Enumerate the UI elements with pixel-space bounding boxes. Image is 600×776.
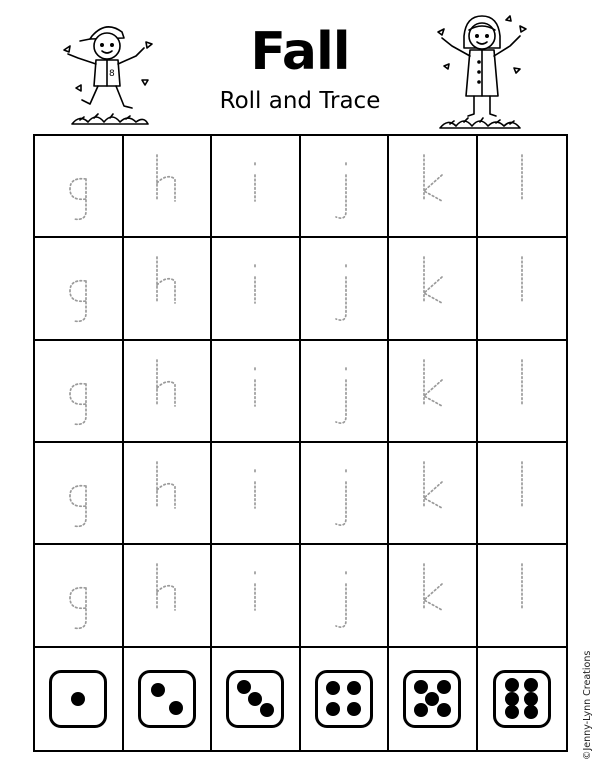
trace-cell-j xyxy=(301,341,390,443)
die-pip xyxy=(414,703,428,717)
svg-text:8: 8 xyxy=(109,69,115,79)
girl-illustration xyxy=(430,8,530,130)
traceable-letter-j xyxy=(324,354,364,428)
traceable-letter-k xyxy=(412,456,452,530)
page-title: Fall xyxy=(250,22,350,82)
trace-cell-i xyxy=(212,443,301,545)
traceable-letter-k xyxy=(412,149,452,223)
traceable-letter-l xyxy=(502,456,542,530)
dice-cell xyxy=(389,648,478,750)
traceable-letter-h xyxy=(147,456,187,530)
traceable-letter-i xyxy=(235,354,275,428)
traceable-letter-i xyxy=(235,558,275,632)
trace-cell-j xyxy=(301,136,390,238)
traceable-letter-i xyxy=(235,251,275,325)
traceable-letter-h xyxy=(147,354,187,428)
die-pip xyxy=(524,692,538,706)
trace-cell-k xyxy=(389,238,478,340)
die-face-1 xyxy=(49,670,107,728)
die-pip xyxy=(524,678,538,692)
trace-cell-i xyxy=(212,341,301,443)
die-pip xyxy=(505,678,519,692)
trace-cell-g xyxy=(35,545,124,647)
dice-cell xyxy=(478,648,567,750)
dice-cell xyxy=(212,648,301,750)
die-pip xyxy=(248,692,262,706)
trace-cell-g xyxy=(35,443,124,545)
die-pip xyxy=(260,703,274,717)
trace-cell-l xyxy=(478,341,567,443)
trace-cell-l xyxy=(478,443,567,545)
die-face-6 xyxy=(493,670,551,728)
dice-cell xyxy=(35,648,124,750)
die-pip xyxy=(437,680,451,694)
traceable-letter-g xyxy=(58,456,98,530)
traceable-letter-l xyxy=(502,251,542,325)
traceable-letter-g xyxy=(58,354,98,428)
die-face-2 xyxy=(138,670,196,728)
traceable-letter-k xyxy=(412,251,452,325)
die-face-5 xyxy=(403,670,461,728)
die-pip xyxy=(151,683,165,697)
trace-cell-i xyxy=(212,238,301,340)
traceable-letter-g xyxy=(58,149,98,223)
die-pip xyxy=(71,692,85,706)
trace-cell-h xyxy=(124,136,213,238)
trace-cell-i xyxy=(212,545,301,647)
traceable-letter-j xyxy=(324,149,364,223)
dice-cell xyxy=(301,648,390,750)
die-pip xyxy=(425,692,439,706)
traceable-letter-l xyxy=(502,354,542,428)
die-pip xyxy=(237,680,251,694)
trace-cell-j xyxy=(301,545,390,647)
traceable-letter-l xyxy=(502,149,542,223)
trace-cell-l xyxy=(478,238,567,340)
trace-cell-k xyxy=(389,545,478,647)
die-face-3 xyxy=(226,670,284,728)
trace-cell-h xyxy=(124,545,213,647)
die-pip xyxy=(326,681,340,695)
trace-cell-h xyxy=(124,341,213,443)
traceable-letter-g xyxy=(58,558,98,632)
die-pip xyxy=(505,705,519,719)
traceable-letter-l xyxy=(502,558,542,632)
die-face-4 xyxy=(315,670,373,728)
trace-cell-l xyxy=(478,136,567,238)
die-pip xyxy=(524,705,538,719)
traceable-letter-h xyxy=(147,558,187,632)
die-pip xyxy=(347,681,361,695)
trace-cell-j xyxy=(301,238,390,340)
die-pip xyxy=(414,680,428,694)
traceable-letter-h xyxy=(147,149,187,223)
roll-and-trace-grid xyxy=(33,134,568,752)
traceable-letter-j xyxy=(324,558,364,632)
die-pip xyxy=(169,701,183,715)
trace-cell-j xyxy=(301,443,390,545)
dice-cell xyxy=(124,648,213,750)
trace-cell-h xyxy=(124,443,213,545)
trace-cell-h xyxy=(124,238,213,340)
traceable-letter-k xyxy=(412,354,452,428)
trace-cell-g xyxy=(35,136,124,238)
copyright-text: ©Jenny-Lynn Creations xyxy=(582,650,593,760)
traceable-letter-k xyxy=(412,558,452,632)
traceable-letter-g xyxy=(58,251,98,325)
traceable-letter-h xyxy=(147,251,187,325)
trace-cell-g xyxy=(35,238,124,340)
traceable-letter-i xyxy=(235,456,275,530)
trace-cell-k xyxy=(389,341,478,443)
trace-cell-k xyxy=(389,136,478,238)
trace-cell-g xyxy=(35,341,124,443)
die-pip xyxy=(505,692,519,706)
traceable-letter-i xyxy=(235,149,275,223)
boy-illustration xyxy=(58,14,158,130)
trace-cell-l xyxy=(478,545,567,647)
page-subtitle: Roll and Trace xyxy=(219,88,381,114)
die-pip xyxy=(347,702,361,716)
die-pip xyxy=(437,703,451,717)
die-pip xyxy=(326,702,340,716)
traceable-letter-j xyxy=(324,456,364,530)
trace-cell-i xyxy=(212,136,301,238)
trace-cell-k xyxy=(389,443,478,545)
traceable-letter-j xyxy=(324,251,364,325)
